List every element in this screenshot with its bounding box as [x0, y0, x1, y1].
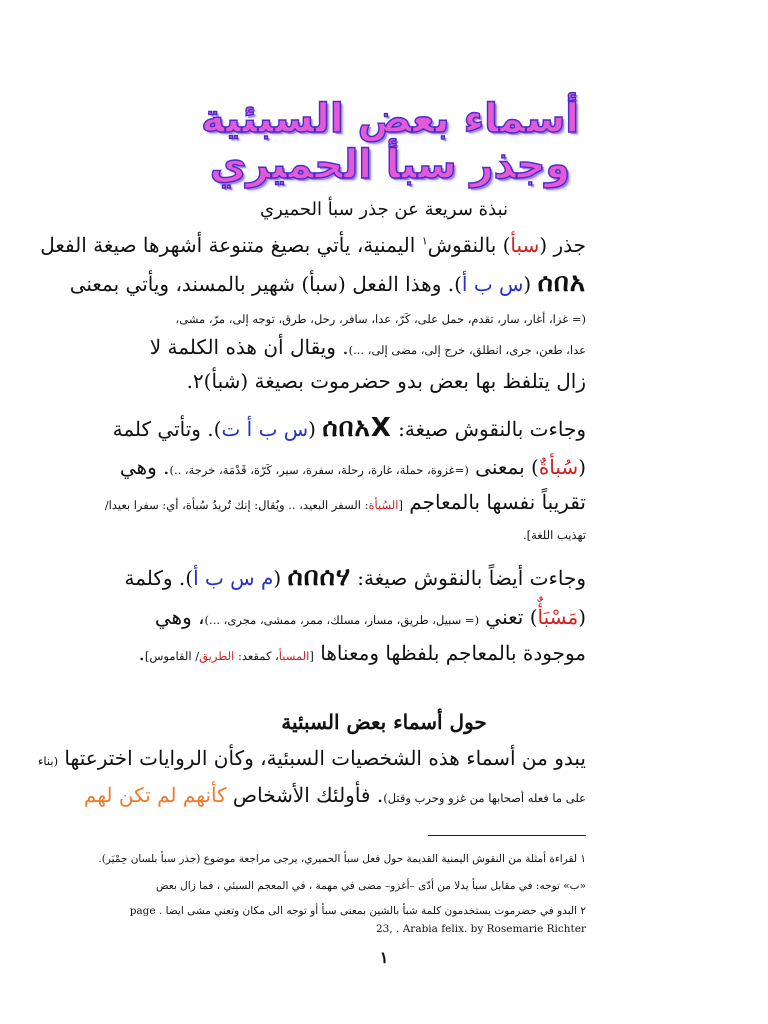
p2-line-2: (سُبأةٌ) بمعنى (=غزوة، حملة، غارة، رحلة، سفرة، سير، كَرّة، قَدْمَة، خرجة، ..). وهي — [119, 455, 586, 479]
footnote-3: ٢ البدو في حضرموت يستخدمون كلمة شبأ بالشين بمعنى سبأ أو توجه الى مكان وتعني مشى ايضا . page — [129, 905, 586, 917]
musnad-glyphs-sbat: ሰበአX — [322, 413, 392, 443]
footnote-1: ١ لقراءة أمثلة من النقوش اليمنية القديمة حول فعل سبأ الحميري، يرجى مراجعة موضوع (جذر سبأ بلسان حِمْيَر). — [98, 853, 586, 865]
s2-line-1: يبدو من أسماء هذه الشخصيات السبئية، وكأن الروايات اخترعتها (بناء — [38, 746, 586, 770]
footnote-divider — [428, 835, 586, 836]
word-saba: سبأ — [510, 233, 540, 257]
intro-line: نبذة سريعة عن جذر سبأ الحميري — [260, 199, 508, 220]
p3-line-2: (مَسْبَأٌ) تعني (= سبيل، طريق، مسار، مسلك، ممر، ممشى، مجرى، ...)، وهي — [154, 605, 586, 629]
musnad-glyphs-sba: ሰበአ — [537, 268, 586, 298]
footnote-ref-1[interactable]: ١ — [421, 234, 428, 248]
p3-line-1: وجاءت أيضاً بالنقوش صيغة: ሰበሰሃ (م س ب أ). وكلمة — [124, 562, 586, 592]
p2-line-4: تهذيب اللغة]. — [522, 528, 586, 542]
word-subaa: سُبأةٌ — [538, 455, 579, 479]
p3-line-3: موجودة بالمعاجم بلفظها ومعناها [المسبأ، كمقعد: الطريق/ القاموس]. — [138, 641, 586, 665]
p1-line-2: ሰበአ (س ب أ). وهذا الفعل (سبأ) شهير بالمسند، ويأتي بمعنى — [69, 268, 586, 298]
p1-line-5: زال يتلفظ بها بعض بدو حضرموت بصيغة (شبأ)٢. — [186, 369, 586, 393]
section-heading: حول أسماء بعض السبئية — [281, 710, 487, 734]
root-letters-sbat: س ب أ ت — [221, 417, 309, 441]
p2-line-1: وجاءت بالنقوش صيغة: ሰበአX (س ب أ ت). وتأتي كلمة — [112, 413, 586, 443]
musnad-glyphs-msba: ሰበሰሃ — [287, 562, 351, 592]
root-letters-msba: م س ب أ — [193, 566, 274, 590]
root-letters-sba: س ب أ — [461, 272, 524, 296]
p1-line-3: (= غزا، أغار، سار، تقدم، حمل على، كَرّ، عدا، سافر، رحل، طرق، توجه إلى، مرّ، مشى، — [175, 312, 586, 326]
footnote-2: «ب» توجه: في مقابل سبأ يدلا من أدّى –أغزو– مضى في مهمة ، في المعجم السبئي ، فما زال بعض — [155, 880, 586, 892]
footnote-reference: 23, . Arabia felix. by Rosemarie Richter — [376, 923, 586, 935]
p1-line-1: جذر (سبأ) بالنقوش$^١$ اليمنية، يأتي بصيغ متنوعة أشهرها صيغة الفعل — [40, 233, 586, 257]
page-title: أسماء بعض السبئية وجذر سبأ الحميري — [200, 96, 580, 188]
p1-line-4: عدا، طعن، جرى، انطلق، خرج إلى، مضى إلى، ...). ويقال أن هذه الكلمة لا — [149, 335, 586, 359]
highlighted-phrase: كأنهم لم تكن لهم — [83, 783, 227, 807]
page-number: ١ — [379, 948, 389, 967]
p2-line-3: تقريباً نفسها بالمعاجم [السُبأة: السفر البعيد، .. ويُقال: إنك تُريدُ سُبأة، أي: سفرا بعيدا/ — [104, 490, 586, 514]
word-masbaa: مَسْبَأٌ — [537, 605, 579, 629]
s2-line-2: على ما فعله أصحابها من غزو وحرب وقتل). فأولئك الأشخاص كأنهم لم تكن لهم — [83, 783, 586, 807]
